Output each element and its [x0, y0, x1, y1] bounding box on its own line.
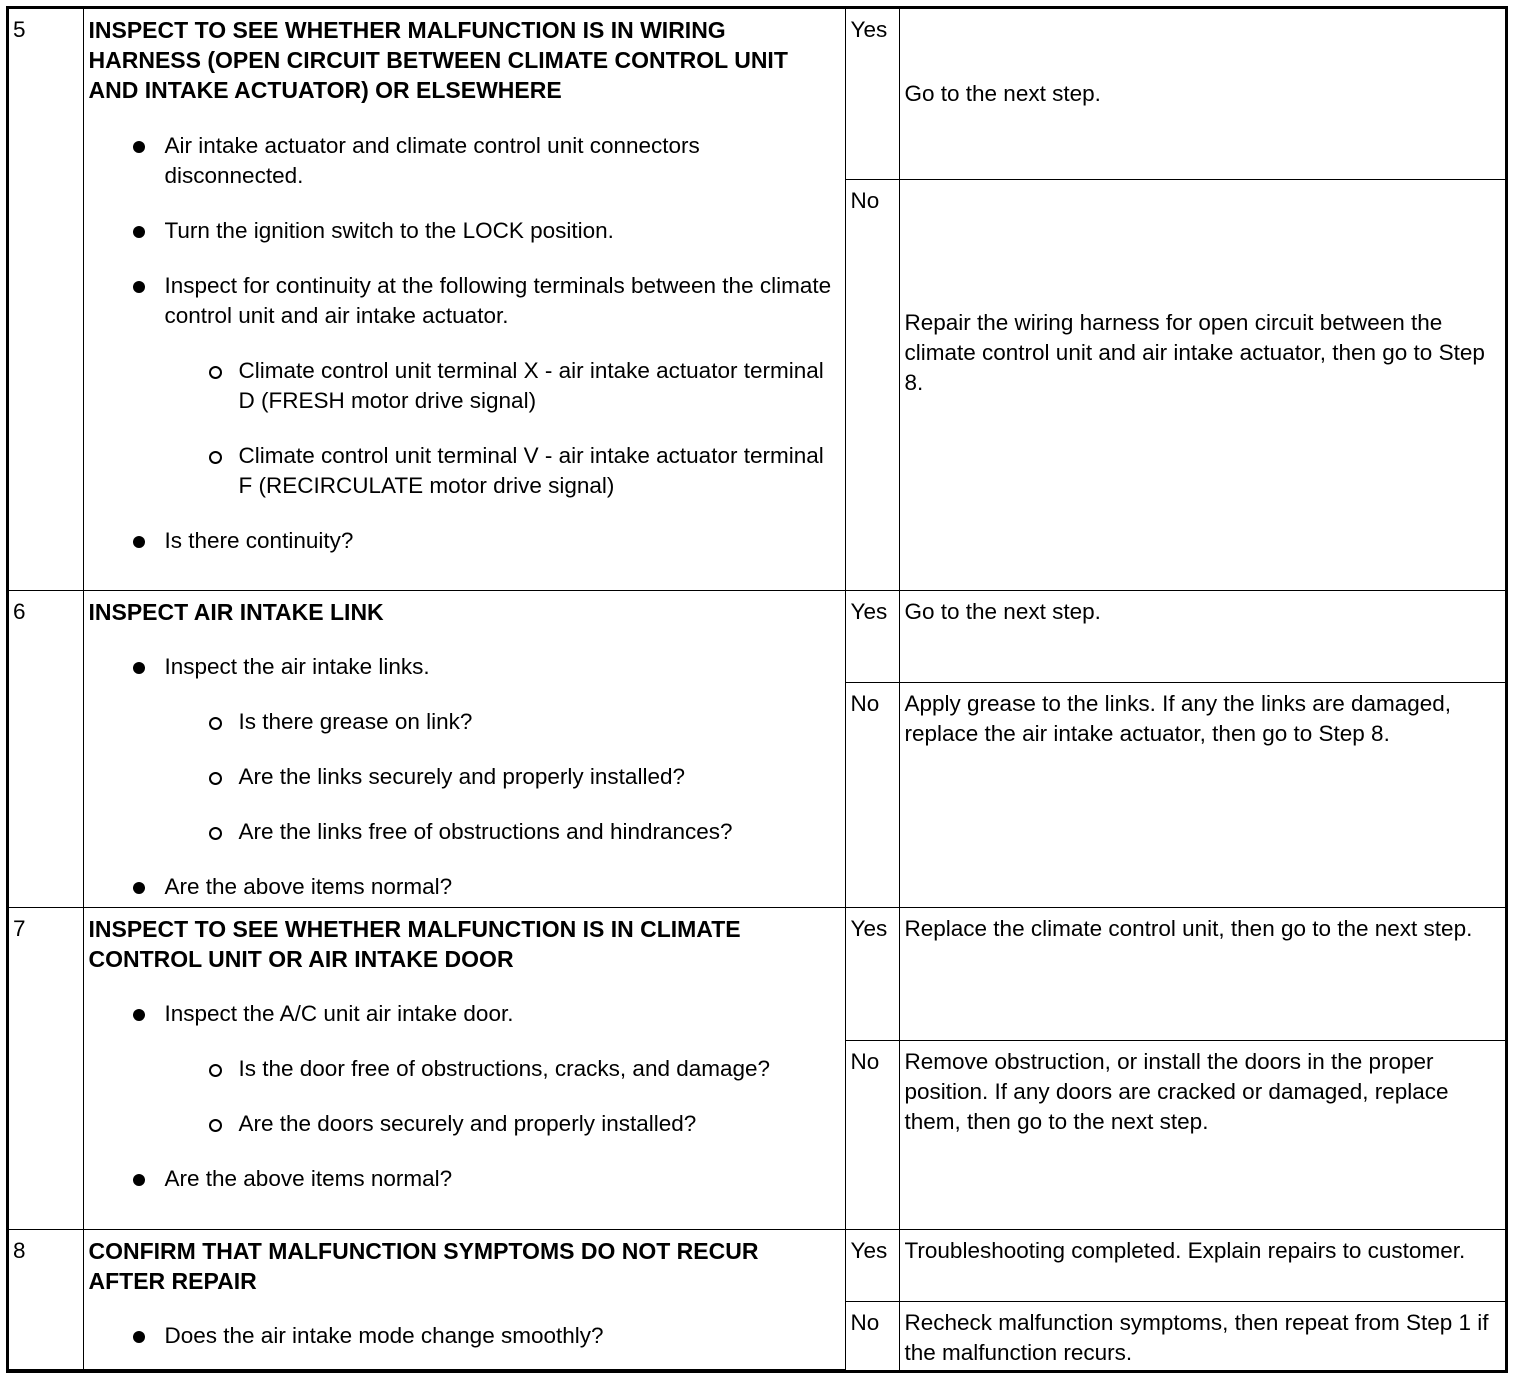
troubleshooting-table: [9, 9, 1505, 1370]
step-6-yes-row: [9, 590, 1505, 682]
bullet-text: Inspect for continuity at the following terminals between the climate control unit and air intake actuator.: [164, 273, 832, 328]
no-action: [899, 179, 1505, 590]
yes-action: Go to the next step.: [899, 9, 1505, 179]
step-7-action: [83, 907, 845, 1229]
yes-action: Troubleshooting completed. Explain repairs to customer.: [899, 1229, 1505, 1301]
no-label: No: [845, 1040, 899, 1229]
sub-bullet-item: Climate control unit terminal V - air intake actuator terminal F (RECIRCULATE motor drive signal): [165, 441, 839, 501]
bullet-item: [89, 652, 839, 847]
step-title: CONFIRM THAT MALFUNCTION SYMPTOMS DO NOT RECUR AFTER REPAIR: [88, 1237, 759, 1294]
yes-label: Yes: [845, 1229, 899, 1301]
no-action: Apply grease to the links. If any the links are damaged, replace the air intake actuator, then go to Step 8.: [899, 682, 1505, 907]
no-action: Remove obstruction, or install the doors in the proper position. If any doors are cracked or damaged, replace them, then go to the next step.: [899, 1040, 1505, 1229]
bullet-text: Inspect the air intake links.: [164, 653, 430, 679]
step-title: INSPECT AIR INTAKE LINK: [88, 598, 384, 625]
bullet-list: [89, 999, 839, 1194]
sub-bullet-item: Is the door free of obstructions, cracks, and damage?: [165, 1054, 839, 1084]
yes-label: Yes: [845, 9, 899, 179]
no-label: No: [845, 179, 899, 590]
step-7-yes-row: [9, 907, 1505, 1040]
step-5-yes-row: [9, 9, 1505, 179]
bullet-list: [89, 652, 839, 902]
question-item: Does the air intake mode change smoothly?: [89, 1321, 839, 1351]
sub-bullet-item: Climate control unit terminal X - air intake actuator terminal D (FRESH motor drive signal): [165, 356, 839, 416]
yes-action: Go to the next step.: [899, 590, 1505, 682]
sub-bullet-list: [165, 707, 839, 847]
question-item: Is there continuity?: [89, 526, 839, 556]
bullet-item: [89, 999, 839, 1139]
step-5-action: [83, 9, 845, 590]
bullet-text: Inspect the A/C unit air intake door.: [164, 1000, 514, 1026]
step-number: 6: [9, 590, 83, 907]
step-number: 5: [9, 9, 83, 590]
step-8-action: [83, 1229, 845, 1370]
troubleshooting-sheet: [6, 6, 1508, 1373]
sub-bullet-item: Are the links free of obstructions and hindrances?: [165, 817, 839, 847]
no-action: Recheck malfunction symptoms, then repeat from Step 1 if the malfunction recurs.: [899, 1301, 1505, 1370]
no-action-text: Repair the wiring harness for open circuit between the climate control unit and air intake actuator, then go to Step 8.: [904, 310, 1485, 395]
bullet-list: [89, 131, 839, 556]
bullet-item: [89, 271, 839, 501]
no-label: No: [845, 682, 899, 907]
yes-label: Yes: [845, 907, 899, 1040]
sub-bullet-list: [165, 1054, 839, 1139]
bullet-list: [89, 1321, 839, 1351]
step-title: INSPECT TO SEE WHETHER MALFUNCTION IS IN WIRING HARNESS (OPEN CIRCUIT BETWEEN CLIMATE CONTROL UNIT AND INTAKE ACTUATOR) OR ELSEWHERE: [88, 17, 788, 103]
question-item: Are the above items normal?: [89, 872, 839, 902]
bullet-item: Air intake actuator and climate control unit connectors disconnected.: [89, 131, 839, 191]
sub-bullet-list: [165, 356, 839, 501]
yes-label: Yes: [845, 590, 899, 682]
step-number: 8: [9, 1229, 83, 1370]
step-6-action: [83, 590, 845, 907]
no-label: No: [845, 1301, 899, 1370]
question-item: Are the above items normal?: [89, 1164, 839, 1194]
bullet-item: Turn the ignition switch to the LOCK position.: [89, 216, 839, 246]
step-8-yes-row: [9, 1229, 1505, 1301]
sub-bullet-item: Are the doors securely and properly installed?: [165, 1109, 839, 1139]
step-title: INSPECT TO SEE WHETHER MALFUNCTION IS IN CLIMATE CONTROL UNIT OR AIR INTAKE DOOR: [88, 915, 741, 972]
step-number: 7: [9, 907, 83, 1229]
sub-bullet-item: Are the links securely and properly installed?: [165, 762, 839, 792]
yes-action: Replace the climate control unit, then go to the next step.: [899, 907, 1505, 1040]
sub-bullet-item: Is there grease on link?: [165, 707, 839, 737]
